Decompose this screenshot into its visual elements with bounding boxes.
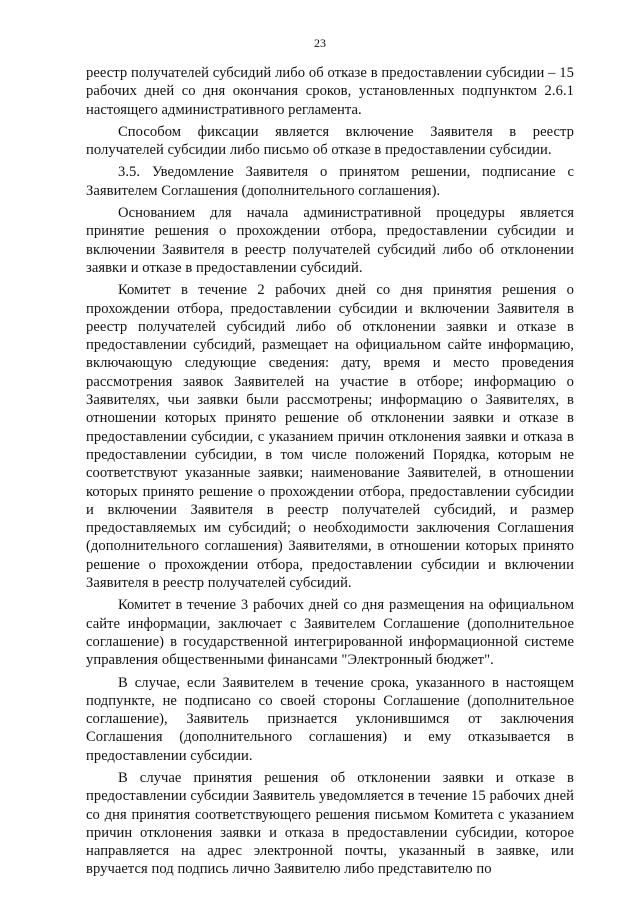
document-body xyxy=(86,64,574,883)
paragraph-committee-publication: Комитет в течение 2 рабочих дней со дня принятия решения о прохождении отбора, предоставлении субсидии и включении Заявителя в реестр получателей субсидий либо об отклонении заявки и отказе в предоставлении субсидий, размещает на официальном сайте информацию, включающую следующие сведения: дату, время и место проведения рассмотрения заявок Заявителей на участие в отборе; информацию о Заявителях, чьи заявки были рассмотрены; информацию о Заявителях, в отношении которых принято решение об отклонении заявки и отказе в предоставлении субсидии, с указанием причин отклонения заявки и отказа в предоставлении субсидии, в том числе положений Порядка, которым не соответствуют указанные заявки; наименование Заявителей, в отношении которых принято решение о прохождении отбора, предоставлении субсидии и включении Заявителя в реестр получателей субсидий, и размер предоставляемых им субсидий; о необходимости заключения Соглашения (дополнительного соглашения) Заявителями, в отношении которых принято решение о прохождении отбора, предоставлении субсидии и включении Заявителя в реестр получателей субсидий. xyxy=(86,282,574,592)
paragraph-continuation: реестр получателей субсидий либо об отказе в предоставлении субсидии – 15 рабочих дней со дня окончания сроков, установленных подпунктом 2.6.1 настоящего административного регламента. xyxy=(86,65,574,118)
paragraph-rejection-notice: В случае принятия решения об отклонении заявки и отказе в предоставлении субсидии Заявитель уведомляется в течение 15 рабочих дней со дня принятия соответствующего решения письмом Комитета с указанием причин отклонения заявки и отказа в предоставлении субсидии, которое направляется на адрес электронной почты, указанный в заявке, или вручается под подпись лично Заявителю либо представителю по xyxy=(86,769,574,878)
paragraph-evasion-case: В случае, если Заявителем в течение срока, указанного в настоящем подпункте, не подписано со своей стороны Соглашение (дополнительное соглашение), Заявитель признается уклонившимся от заключения Соглашения (дополнительного соглашения) и ему отказывается в предоставлении субсидии. xyxy=(86,674,574,764)
paragraph-procedure-basis: Основанием для начала административной процедуры является принятие решения о прохождении отбора, предоставлении субсидии и включении Заявителя в реестр получателей субсидий либо об отклонении заявки и отказе в предоставлении субсидий. xyxy=(86,205,574,276)
paragraph-agreement-conclusion: Комитет в течение 3 рабочих дней со дня размещения на официальном сайте информации, заключает с Заявителем Соглашение (дополнительное соглашение) в государственной интегрированной информационной системе управления общественными финансами "Электронный бюджет". xyxy=(86,597,574,669)
paragraph-fixation-method: Способом фиксации является включение Заявителя в реестр получателей субсидии либо письмо об отказе в предоставлении субсидии. xyxy=(86,123,574,159)
section-heading-3-5: 3.5. Уведомление Заявителя о принятом решении, подписание с Заявителем Соглашения (дополнительного соглашения). xyxy=(86,164,574,199)
page-number: 23 xyxy=(314,36,326,50)
